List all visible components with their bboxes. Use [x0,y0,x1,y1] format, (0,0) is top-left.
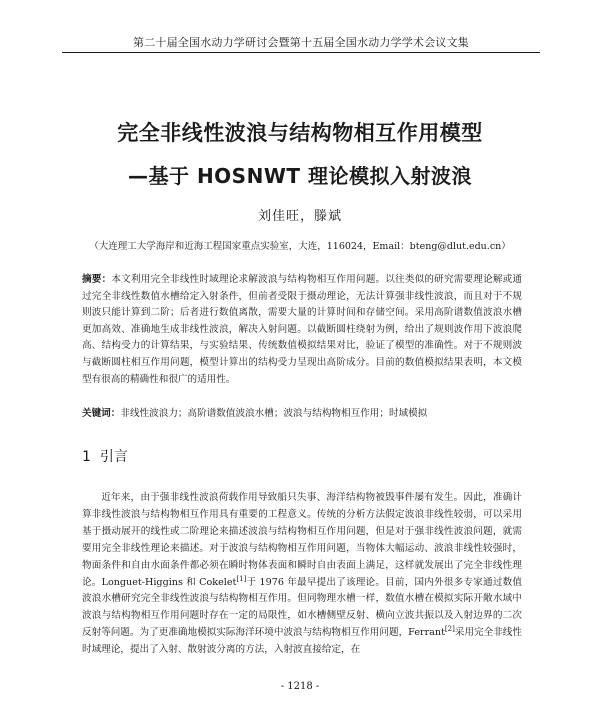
section-title: 引言 [99,449,128,465]
paper-title: 完全非线性波浪与结构物相互作用模型 [117,121,483,145]
page-number: - 1218 - [280,681,320,692]
citation-2: [2] [444,625,455,634]
keywords-label: 关键词： [82,408,121,419]
paper-subtitle: —基于 HOSNWT 理论模拟入射波浪 [127,164,472,188]
keywords [82,406,522,422]
header-rule [62,52,540,53]
authors: 刘佳旺，滕斌 [257,209,342,224]
section-heading [82,446,128,466]
keywords-text: 非线性波浪力；高阶谱数值波浪水槽；波浪与结构物相互作用；时域模拟 [120,408,428,419]
citation-1: [1] [236,574,247,583]
body-text [82,490,522,659]
section-number: 1 [82,449,91,465]
abstract-label: 摘要： [82,274,112,285]
abstract [82,272,522,388]
abstract-text: 本文利用完全非线性时域理论求解波浪与结构物相互作用问题。以往类似的研究需要理论解或通过完全非线性数值水槽给定入射条件，但前者受限于摄动理论，无法计算强非线性波浪，而且对于不规则波只能计算到二阶；后者进行数值离散，需要大量的计算时间和存储空间。采用高阶谱数值波浪水槽更加高效、准确地生成非线性波浪，解决入射问题。以截断圆柱绕射为例，给出了规则波作用下波浪爬高、结构受力的计算结果，与实验结果、传统数值模拟结果对比，验证了模型的准确性。对于不规则波与截断圆柱相互作用问题，模型计算出的结构受力呈现出高阶成分。目前的数值模拟结果表明，本文模型有很高的精确性和很广的适用性。 [82,274,523,385]
running-header: 第二十届全国水动力学研讨会暨第十五届全国水动力学学术会议文集 [133,36,469,49]
body-paragraph: 近年来，由于强非线性波浪荷载作用导致船只失事、海洋结构物被毁事件屡有发生。因此，准确计算非线性波浪与结构物相互作用具有重要的工程意义。传统的分析方法假定波浪非线性较弱，可以采用基于摄动展开的线性或二阶理论来描述波浪与结构物相互作用问题，但是对于强非线性波浪问题，就需要用完全非线性理论来描述。对于波浪与结构物相互作用问题，当物体大幅运动、波浪非线性较强时，物面条件和自由水面条件都必须在瞬时物体表面和瞬时自由表面上满足，这样就发展出了完全非线性理论。Longuet-Higgins 和 Cokelet[1]于 1976 年最早提出了该理论。目前，国内外很多专家通过数值波浪水槽研究完全非线性波浪与结构物相互作用。但同物理水槽一样，数值水槽在模拟实际开敞水域中波浪与结构物相互作用问题时存在一定的局限性，如水槽侧壁反射、横向立波共振以及入射边界的二次反射等问题。为了更准确地模拟实际海洋环境中波浪与结构物相互作用问题，Ferrant[2]采用完全非线性时域理论，提出了入射、散射波分离的方法，入射波直接给定，在 [82,492,522,656]
affiliation: （大连理工大学海岸和近海工程国家重点实验室，大连，116024，Email：bteng@dlut.edu.cn） [89,241,511,252]
